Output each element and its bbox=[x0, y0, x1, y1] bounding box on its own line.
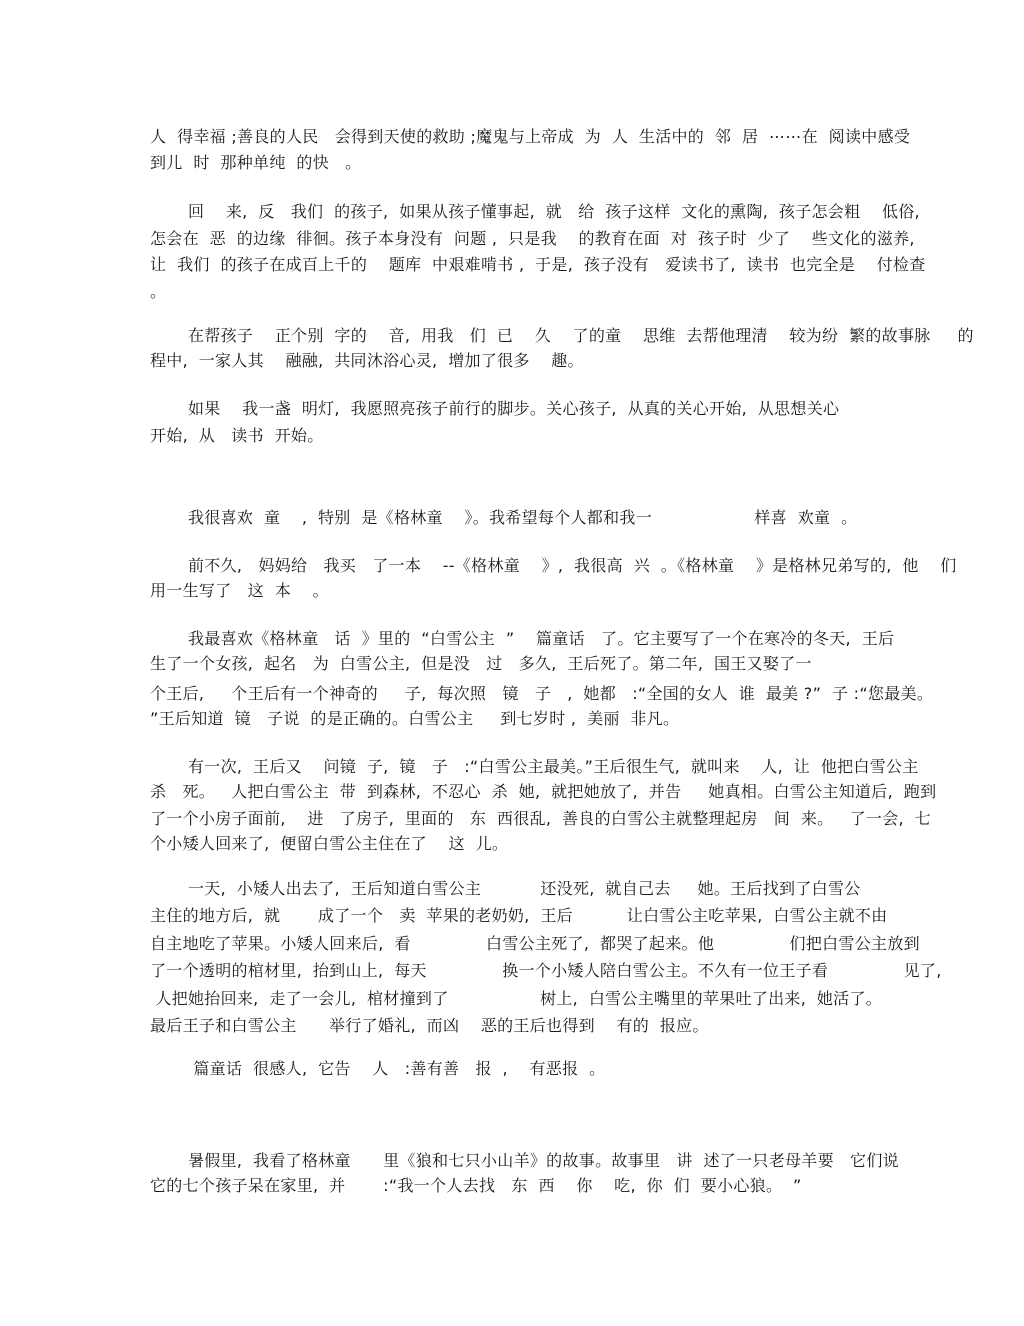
text-line: 有一次, 王后又 问镜 子, 镜 子 :“白雪公主最美。”王后很生气, 就叫来 人, 让 他把白雪公主 bbox=[188, 757, 919, 776]
text-line: 暑假里, 我看了格林童 里《狼和七只小山羊》的故事。故事里 讲 述了一只老母羊要 它们说 bbox=[188, 1151, 899, 1170]
text-line: 开始, 从 读书 开始。 bbox=[150, 426, 324, 445]
text-line: 一天, 小矮人出去了, 王后知道白雪公主 还没死, 就自己去 她。王后找到了白雪公 bbox=[188, 879, 861, 898]
text-line: 怎会在 恶 的边缘 徘徊。孩子本身没有 问题 , 只是我 的教育在面 对 孩子时 少了 些文化的滋养, bbox=[150, 229, 915, 248]
text-line: 生了一个女孩, 起名 为 白雪公主, 但是没 过 多久, 王后死了。第二年, 国王又娶了一 bbox=[150, 654, 812, 673]
text-line: 了一个小房子面前, 进 了房子, 里面的 东 西很乱, 善良的白雪公主就整理起房 间 来。 了一会, 七 bbox=[150, 809, 931, 828]
text-line: 我很喜欢 童 , 特别 是《格林童 》。我希望每个人都和我一 样喜 欢童 。 bbox=[188, 508, 858, 527]
text-line: ”王后知道 镜 子说 的是正确的。白雪公主 到七岁时 , 美丽 非凡。 bbox=[150, 709, 680, 728]
text-line: 主住的地方后, 就 成了一个 卖 苹果的老奶奶, 王后 让白雪公主吃苹果, 白雪公主就不由 bbox=[150, 906, 888, 925]
text-line: 个小矮人回来了, 便留白雪公主住在了 这 儿。 bbox=[150, 834, 509, 853]
text-line: 了一个透明的棺材里, 抬到山上, 每天 换一个小矮人陪白雪公主。不久有一位王子看 见了, bbox=[150, 961, 942, 980]
text-line: 个王后, 个王后有一个神奇的 子, 每次照 镜 子 , 她都 :“全国的女人 谁 最美 ?” 子 :“您最美。 bbox=[150, 684, 934, 703]
text-line: 篇童话 很感人, 它告 人 :善有善 报 , 有恶报 。 bbox=[188, 1059, 606, 1078]
text-line: 程中, 一家人其 融融, 共同沐浴心灵, 增加了很多 趣。 bbox=[150, 351, 584, 370]
text-line: 到儿 时 那种单纯 的快 。 bbox=[150, 153, 362, 172]
text-line: 人把她抬回来, 走了一会儿, 棺材撞到了 树上, 白雪公主嘴里的苹果吐了出来, 她活了。 bbox=[150, 989, 883, 1008]
text-line: 它的七个孩子呆在家里, 并 :“我一个人去找 东 西 你 吃, 你 们 要小心狼。 ” bbox=[150, 1176, 802, 1195]
text-line: 自主地吃了苹果。小矮人回来后, 看 白雪公主死了, 都哭了起来。他 们把白雪公主放到 bbox=[150, 934, 920, 953]
text-line: 让 我们 的孩子在成百上千的 题库 中艰难啃书 , 于是, 孩子没有 爱读书了, 读书 也完全是 付检查 bbox=[150, 255, 926, 274]
text-line: 如果 我一盏 明灯, 我愿照亮孩子前行的脚步。关心孩子, 从真的关心开始, 从思想关心 bbox=[188, 399, 840, 418]
text-line: 人 得幸福 ;善良的人民 会得到天使的救助 ;魔鬼与上帝成 为 人 生活中的 邻 居 ⋯⋯在 阅读中感受 bbox=[150, 127, 911, 146]
text-line: 最后王子和白雪公主 举行了婚礼, 而凶 恶的王后也得到 有的 报应。 bbox=[150, 1016, 709, 1035]
text-line: 杀 死。 人把白雪公主 带 到森林, 不忍心 杀 她, 就把她放了, 并告 她真相。白雪公主知道后, 跑到 bbox=[150, 782, 937, 801]
text-line: 。 bbox=[150, 282, 167, 301]
text-line: 前不久, 妈妈给 我买 了一本 --《格林童 》, 我很高 兴 。《格林童 》是格林兄弟写的, 他 们 bbox=[188, 556, 957, 575]
text-line: 回 来, 反 我们 的孩子, 如果从孩子懂事起, 就 给 孩子这样 文化的熏陶, 孩子怎会粗 低俗, bbox=[188, 202, 920, 221]
text-line: 用一生写了 这 本 。 bbox=[150, 581, 329, 600]
text-line: 在帮孩子 正个别 字的 音, 用我 们 已 久 了的童 思维 去帮他理清 较为纷 繁的故事脉 的 bbox=[188, 326, 974, 345]
text-line: 我最喜欢《格林童 话 》里的 “白雪公主 ” 篇童话 了。它主要写了一个在寒冷的冬天, 王后 bbox=[188, 629, 895, 648]
